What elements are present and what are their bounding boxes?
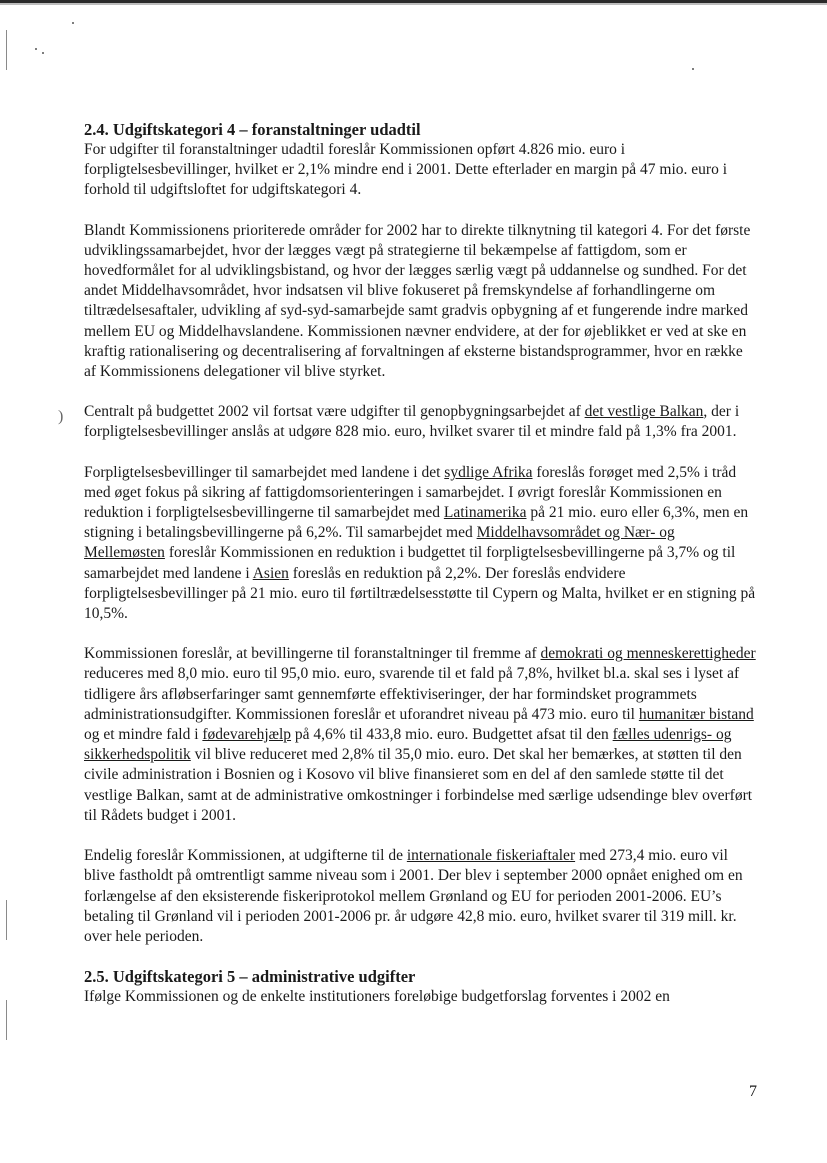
text-run: Endelig foreslår Kommissionen, at udgifterne til de [84,847,407,865]
section-2-5 [84,967,756,1007]
text-run: foreslås en reduktion på 2,2%. Der foreslås endvidere forpligtelsesbevillinger på 21 mio. euro til førtiltrædelsesstøtte til Cypern og Malta, hvilket er en stigning på 10,5%. [84,564,756,623]
section-heading: 2.4. Udgiftskategori 4 – foranstaltninger udadtil [84,120,421,139]
link-latinamerika[interactable]: Latinamerika [443,504,527,522]
scan-top-shadow [0,3,827,5]
scan-speck [692,68,694,70]
text-run: foreslår Kommissionen en reduktion i budgettet til forpligtelsesbevillingerne på 3,7% og til samarbejdet med landene i [84,544,736,582]
link-middelhavsomraadet[interactable]: Middelhavsområdet og Nær- og Mellemøsten [84,524,675,562]
document-body [84,120,756,1027]
text-run: på 4,6% til 433,8 mio. euro. Budgettet afsat til den [291,726,613,744]
paragraph [84,644,756,826]
scan-margin-paren: ) [58,408,64,425]
link-asien[interactable]: Asien [252,564,289,582]
text-run: foreslås forøget med 2,5% i tråd med øget fokus på sikring af fattigdomsorienteringen i samarbejdet. I øvrigt foreslår Kommissionen en reduktion i forpligtelsesbevillingerne til samarbejdet med [84,463,737,522]
link-sikkerhedspolitik[interactable]: fælles udenrigs- og sikkerhedspolitik [84,726,732,764]
paragraph [84,463,756,625]
paragraph [84,402,756,442]
paragraph: Ifølge Kommissionen og de enkelte institutioners foreløbige budgetforslag forventes i 2002 en [84,988,670,1006]
text-run: , der i forpligtelsesbevillinger anslås at udgøre 828 mio. euro, hvilket svarer til et mindre fald på 1,3% fra 2001. [84,403,740,441]
scan-speck [35,48,37,50]
text-run: og et mindre fald i [84,726,203,744]
scan-margin-mark [6,30,7,70]
paragraph: Blandt Kommissionens prioriterede områder for 2002 har to direkte tilknytning til kategori 4. For det første udviklingssamarbejdet, hvor der lægges vægt på strategierne til bekæmpelse af fattigdom, som er hovedformålet for al udviklingsbistand, og hvor der lægges særlig vægt på uddannelse og sundhed. For det andet Middelhavsområdet, hvor indsatsen vil blive fokuseret på fremskyndelse af forhandlingerne om tiltrædelsesaftaler, udvikling af syd-syd-samarbejde samt gradvis opbygning af et fungerende indre marked mellem EU og Middelhavslandene. Kommissionen nævner endvidere, at der for øjeblikket er ved at ske en kraftig rationalisering og decentralisering af forvaltningen af eksterne bistandsprogrammer, hvor en række af Kommissionens delegationer vil blive styrket. [84,221,751,381]
link-sydlige-afrika[interactable]: sydlige Afrika [444,463,533,481]
text-run: reduceres med 8,0 mio. euro til 95,0 mio. euro, svarende til et fald på 7,8%, hvilket bl.a. skal ses i lyset af tidligere års afløbserfaringer samt gennemførte effektiviseringer, der har formindsket programmets administrationsudgifter. Kommissionen foreslår et uforandret niveau på 473 mio. euro til [84,665,740,723]
scan-speck [72,22,74,24]
scan-margin-mark [6,900,7,940]
link-fiskeriaftaler[interactable]: internationale fiskeriaftaler [406,847,576,865]
page-number: 7 [749,1083,757,1100]
paragraph [84,846,756,947]
text-run: Centralt på budgettet 2002 vil fortsat være udgifter til genopbygningsarbejdet af [84,403,585,421]
link-vestlige-balkan[interactable]: det vestlige Balkan [584,403,704,421]
scan-margin-mark [6,1000,7,1040]
text-run: Forpligtelsesbevillinger til samarbejdet med landene i det [84,463,445,481]
text-run: vil blive reduceret med 2,8% til 35,0 mio. euro. Det skal her bemærkes, at støtten til den civile administration i Bosnien og i Kosovo vil blive finansieret som en del af den samlede støtte til det vestlige Balkan, samt at de administrative omkostninger i forbindelse med særlige udsendinge blev overført til Rådets budget i 2001. [84,746,753,824]
section-heading: 2.5. Udgiftskategori 5 – administrative udgifter [84,967,416,987]
text-run: med 273,4 mio. euro vil blive fastholdt på omtrentligt samme niveau som i 2001. Der blev i september 2000 opnået enighed om en forlængelse af den eksisterende fiskeriprotokol mellem Grønland og EU for perioden 2001-2006. EU’s betaling til Grønland vil i perioden 2001-2006 pr. år udgøre 42,8 mio. euro, hvilket svarer til 319 mill. kr. over hele perioden. [84,847,743,945]
link-foedevarehjaelp[interactable]: fødevarehjælp [202,726,292,744]
text-run: Kommissionen foreslår, at bevillingerne til foranstaltninger til fremme af [84,645,541,663]
link-humanitaer-bistand[interactable]: humanitær bistand [638,705,754,723]
section-2-4 [84,120,756,947]
link-demokrati[interactable]: demokrati og menneskerettigheder [540,645,756,663]
scan-speck [42,52,44,54]
paragraph: For udgifter til foranstaltninger udadtil foreslår Kommissionen opført 4.826 mio. euro i forpligtelsesbevillinger, hvilket er 2,1% mindre end i 2001. Dette efterlader en margin på 47 mio. euro i forhold til udgiftsloftet for udgiftskategori 4. [84,141,728,199]
text-run: på 21 mio. euro eller 6,3%, men en stigning i betalingsbevillingerne på 6,2%. Til samarbejdet med [84,504,749,542]
